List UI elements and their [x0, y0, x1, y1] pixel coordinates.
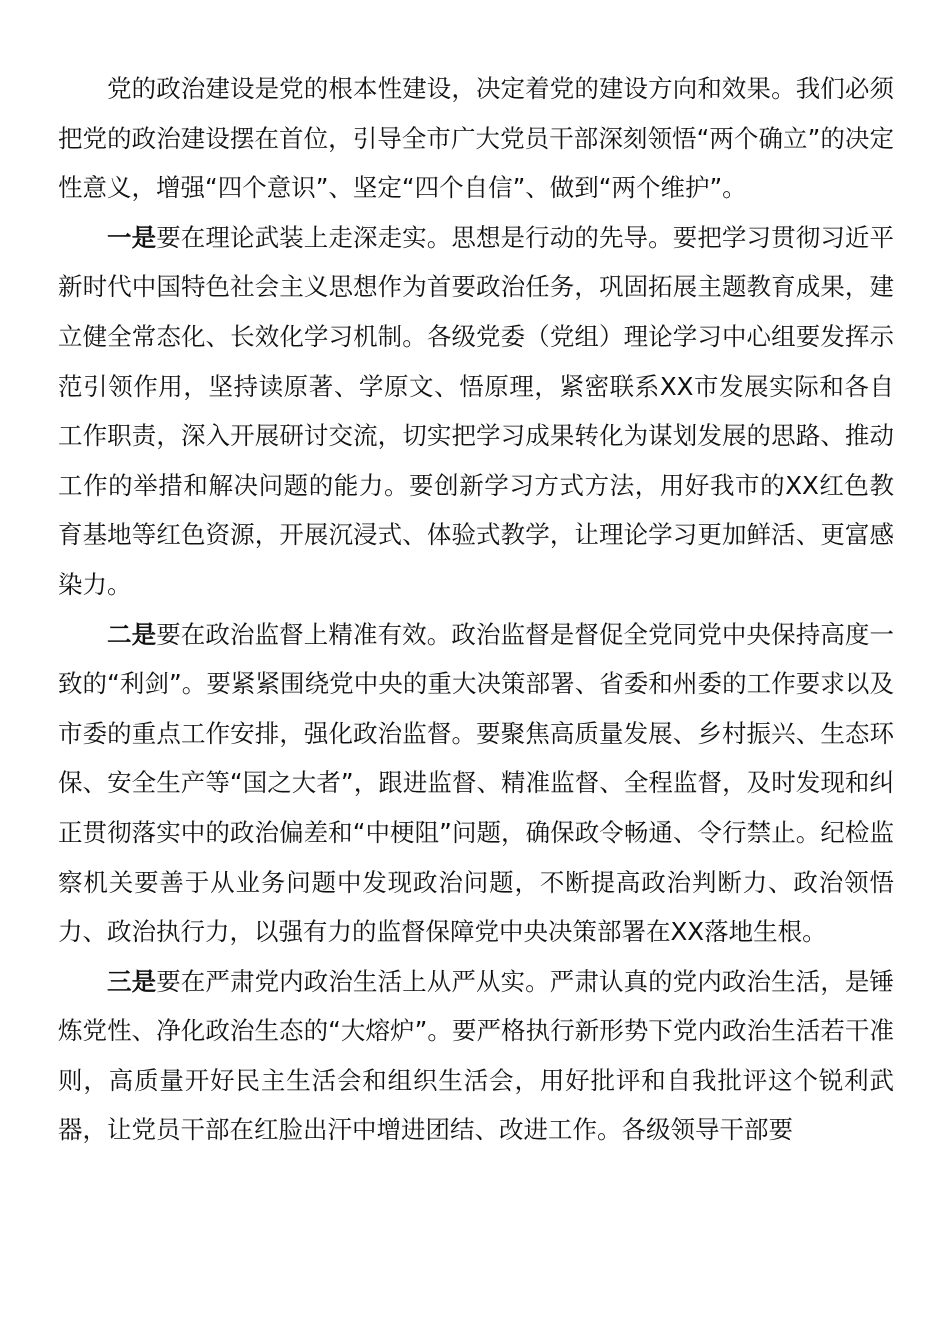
- document-page: [58, 64, 894, 1155]
- paragraph-text: 要在严肃党内政治生活上从严从实。严肃认真的党内政治生活，是锤炼党性、净化政治生态的“大熔炉”。要严格执行新形势下党内政治生活若干准则，高质量开好民主生活会和组织生活会，用好批评和自我批评这个锐利武器，让党员干部在红脸出汗中增进团结、改进工作。各级领导干部要: [58, 966, 895, 1145]
- paragraph-lead: 三是: [107, 966, 157, 996]
- paragraph-text: 党的政治建设是党的根本性建设，决定着党的建设方向和效果。我们必须把党的政治建设摆在首位，引导全市广大党员干部深刻领悟“两个确立”的决定性意义，增强“四个意识”、坚定“四个自信”、做到“两个维护”。: [58, 74, 894, 203]
- paragraph-point-1: [58, 213, 894, 610]
- paragraph-intro: [58, 64, 894, 213]
- paragraph-point-2: [58, 610, 894, 957]
- paragraph-text: 要在理论武装上走深走实。思想是行动的先导。要把学习贯彻习近平新时代中国特色社会主义思想作为首要政治任务，巩固拓展主题教育成果，建立健全常态化、长效化学习机制。各级党委（党组）理论学习中心组要发挥示范引领作用，坚持读原著、学原文、悟原理，紧密联系XX市发展实际和各自工作职责，深入开展研讨交流，切实把学习成果转化为谋划发展的思路、推动工作的举措和解决问题的能力。要创新学习方式方法，用好我市的XX红色教育基地等红色资源，开展沉浸式、体验式教学，让理论学习更加鲜活、更富感染力。: [58, 222, 895, 599]
- paragraph-lead: 一是: [107, 222, 157, 252]
- paragraph-lead: 二是: [107, 619, 157, 649]
- paragraph-text: 要在政治监督上精准有效。政治监督是督促全党同党中央保持高度一致的“利剑”。要紧紧围绕党中央的重大决策部署、省委和州委的工作要求以及市委的重点工作安排，强化政治监督。要聚焦高质量发展、乡村振兴、生态环保、安全生产等“国之大者”，跟进监督、精准监督、全程监督，及时发现和纠正贯彻落实中的政治偏差和“中梗阻”问题，确保政令畅通、令行禁止。纪检监察机关要善于从业务问题中发现政治问题，不断提高政治判断力、政治领悟力、政治执行力，以强有力的监督保障党中央决策部署在XX落地生根。: [58, 619, 895, 947]
- paragraph-point-3: [58, 957, 894, 1155]
